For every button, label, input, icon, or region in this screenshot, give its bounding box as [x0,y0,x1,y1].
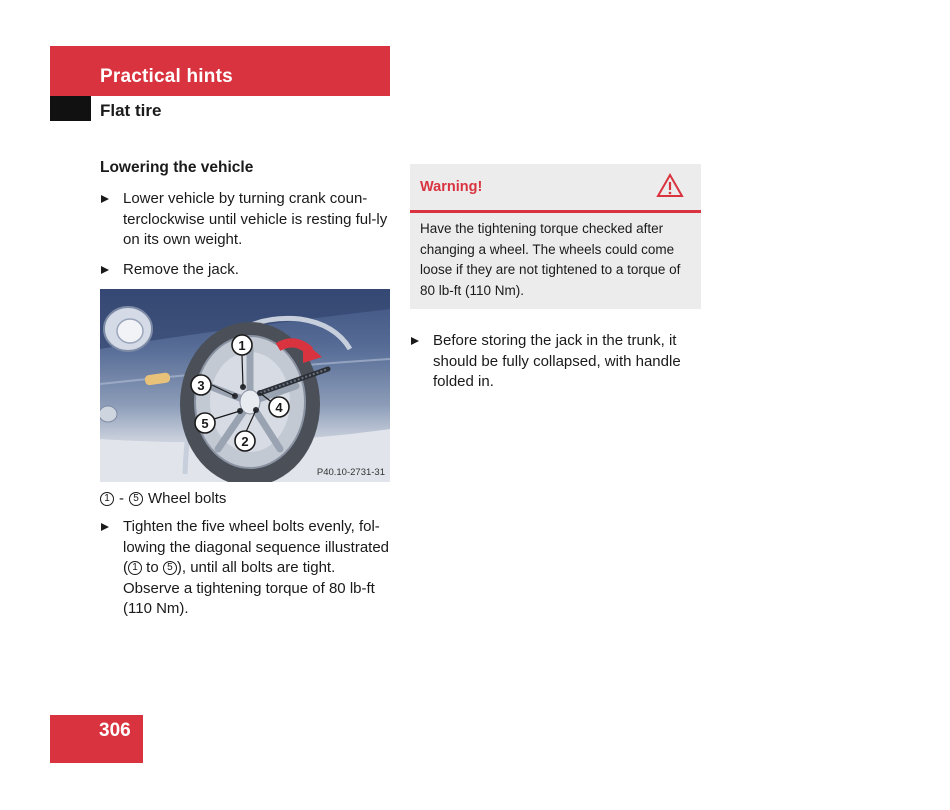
bullet-item [410,331,702,393]
bolt-label-4: 4 [275,400,283,415]
bullet-arrow-icon [101,523,109,531]
bolt-label-3: 3 [197,378,205,393]
bullet-text: Before storing the jack in the trunk, it should be fully collapsed, with handle folded in. [433,332,681,390]
subsection-title: Flat tire [100,101,162,120]
bullet-arrow-icon [101,195,109,203]
warning-box [410,164,701,309]
subsection-marker [50,96,91,121]
bolt-label-5: 5 [201,416,209,431]
page-number: 306 [99,720,131,741]
warning-triangle-icon [656,173,684,198]
bolt-label-2: 2 [241,434,249,449]
bullet-text: Remove the jack. [123,260,239,278]
bullet-arrow-icon [101,266,109,274]
bullet-item [100,517,392,620]
bolt-label-1: 1 [238,338,246,353]
bullet-arrow-icon [411,337,419,345]
caption-number-end: 5 [129,492,143,506]
figure-code: P40.10-2731-31 [316,467,385,478]
tighten-text-mid: to [146,559,159,576]
bullet-item [100,189,392,251]
inline-number-1: 1 [128,561,142,575]
wheel-bolts-figure [100,289,390,482]
warning-text: Have the tightening torque checked after changing a wheel. The wheels could come loose if they are not tightened to a torque of 80 lb-ft (110 Nm). [420,221,681,298]
caption-number-start: 1 [100,492,114,506]
figure-caption [100,490,392,507]
bullet-text: Lower vehicle by turning crank coun-terclockwise until vehicle is resting ful-ly on its own weight. [123,190,388,248]
warning-title: Warning! [420,179,483,195]
wheel-illustration [100,289,390,482]
tighten-text-1: Tighten the five wheel bolts evenly, fol-lowing the diagonal sequence illustrated ( [123,518,390,576]
tighten-text-2: ), until all bolts are tight. Observe a tightening torque of 80 lb-ft (110 Nm). [123,559,375,617]
section-heading: Lowering the vehicle [100,159,254,176]
left-column [100,159,392,629]
inline-number-5: 5 [163,561,177,575]
warning-header [410,164,701,213]
caption-dash: - [119,490,124,507]
right-column [410,164,702,402]
section-title: Practical hints [100,66,233,87]
bullet-item [100,260,392,281]
caption-text: Wheel bolts [148,490,227,507]
